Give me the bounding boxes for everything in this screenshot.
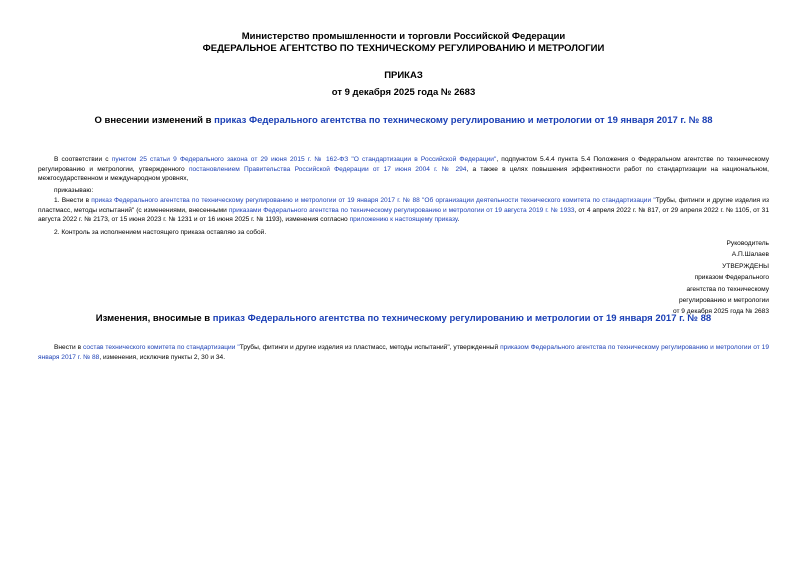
- subject-order-link[interactable]: приказ Федерального агентства по техническому регулированию и метрологии от 19 января 2017 г. № 88: [214, 115, 713, 126]
- preamble-text-2: , подпунктом 5.4.4 пункта 5.4 Положения о Федеральном агентстве по техническому регулированию и метрологии, утвержденного: [38, 156, 770, 173]
- changes-text-3: ", утвержденный: [447, 344, 501, 351]
- document-type: ПРИКАЗ: [384, 70, 423, 81]
- agency-heading: ФЕДЕРАЛЬНОЕ АГЕНТСТВО ПО ТЕХНИЧЕСКОМУ РЕГУЛИРОВАНИЮ И МЕТРОЛОГИИ: [202, 43, 605, 54]
- changes-order-link[interactable]: приказ Федерального агентства по техническому регулированию и метрологии от 19 января 2017 г. № 88: [212, 313, 712, 324]
- government-resolution-link[interactable]: постановлением Правительства Российской Федерации от 17 июня 2004 г. № 294: [188, 165, 467, 173]
- changes-text-4: , изменения, исключив пункты 2, 30 и 34.: [99, 353, 226, 361]
- changes-order-88-link[interactable]: приказом Федерального агентства по техническому регулированию и метрологии от 19 января 2017 г. № 88: [38, 344, 769, 361]
- item-1-paragraph: [38, 196, 769, 225]
- item-1-text-2: Трубы, фитинги и другие изделия из пластмасс, методы испытаний" (с изменениями, внесенными: [38, 197, 769, 214]
- item-1-text-1: 1. Внести в: [54, 197, 92, 204]
- changes-title-prefix: Изменения, вносимые в: [95, 313, 213, 324]
- federal-law-link[interactable]: пунктом 25 статьи 9 Федерального закона от 29 июня 2015 г. № 162-ФЗ "О стандартизации в Российской Федерации": [111, 156, 497, 163]
- committee-composition-link[interactable]: состав технического комитета по стандартизации ": [83, 344, 240, 351]
- ministry-heading: Министерство промышленности и торговли Российской Федерации: [241, 31, 566, 42]
- item-2-paragraph: 2. Контроль за исполнением настоящего приказа оставляю за собой.: [54, 229, 267, 236]
- changes-text-1: Внести в: [54, 344, 84, 351]
- document-subject: [0, 115, 807, 126]
- subject-prefix: О внесении изменений в: [94, 115, 215, 126]
- order-word: приказываю:: [54, 187, 94, 194]
- item-1-text-4: .: [457, 216, 460, 224]
- signatory-name: А.П.Шалаев: [731, 251, 769, 259]
- item-1-text-3: , от 4 апреля 2022 г. № 817, от 29 апреля 2022 г. № 1105, от 31 августа 2022 г. № 2173, от 15 июня 2023 г. № 1231 и от 16 июня 2025 г. № 1193), изменения согласно: [38, 206, 769, 224]
- changes-paragraph: [38, 343, 769, 362]
- approved-by-line-2: агентства по техническому: [686, 285, 769, 293]
- changes-title: [0, 313, 807, 324]
- approved-by-line-3: регулированию и метрологии: [678, 297, 769, 305]
- amending-orders-link[interactable]: приказами Федерального агентства по техническому регулированию и метрологии от 19 августа 2019 г. № 1933: [228, 206, 575, 214]
- signatory-position: Руководитель: [726, 240, 769, 247]
- order-88-link[interactable]: приказ Федерального агентства по техническому регулированию и метрологии от 19 января 2017 г. № 88 "Об организации деятельности технического комитета по стандартизации ": [91, 197, 656, 204]
- preamble-text-3: , а также в целях повышения эффективности работ по стандартизации на национальном, межгосударственном и международном уровнях,: [38, 165, 769, 183]
- preamble-paragraph: [38, 155, 769, 184]
- changes-text-2: Трубы, фитинги и другие изделия из пластмасс, методы испытаний: [239, 344, 448, 351]
- approved-label: УТВЕРЖДЕНЫ: [722, 262, 769, 270]
- appendix-link[interactable]: приложению к настоящему приказу: [349, 216, 458, 224]
- preamble-text-1: В соответствии с: [54, 156, 112, 163]
- approved-by-line-1: приказом Федерального: [694, 274, 769, 282]
- document-date-number: от 9 декабря 2025 года № 2683: [331, 87, 476, 98]
- approved-by-line-4: от 9 декабря 2025 года № 2683: [672, 308, 769, 316]
- signature-block: [673, 238, 769, 318]
